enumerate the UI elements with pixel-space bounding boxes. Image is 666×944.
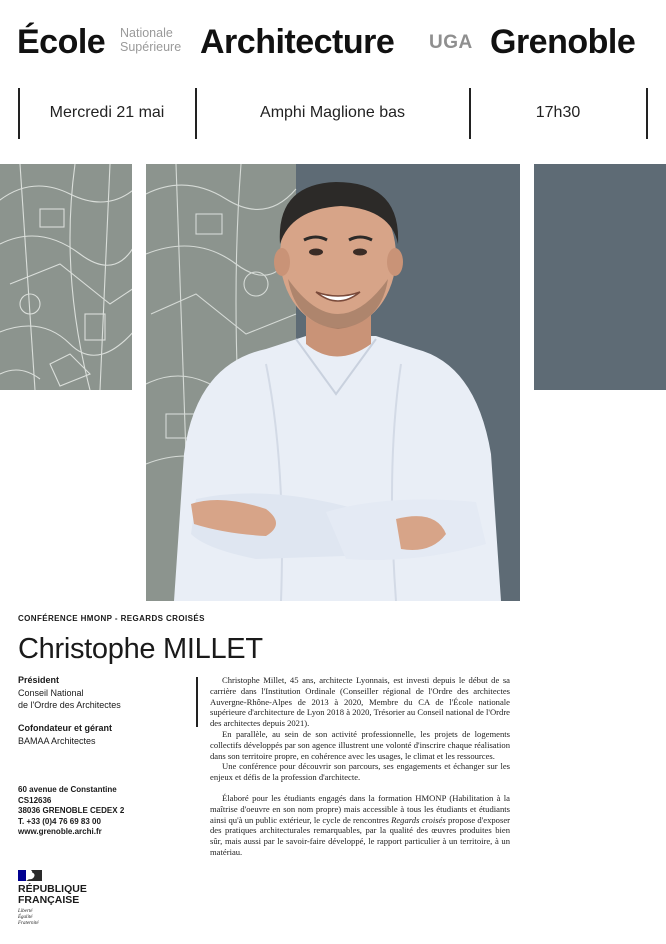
role-block bbox=[18, 675, 188, 747]
francaise-label: FRANÇAISE bbox=[18, 894, 80, 906]
header-superieure: Supérieure bbox=[120, 40, 182, 54]
website-link[interactable]: www.grenoble.archi.fr bbox=[18, 827, 102, 836]
bio-paragraph: Élaboré pour les étudiants engagés dans la formation HMONP (Habilitation à la maîtrise d'oeuvre en son nom propre) mais accessible à tous les étudiants et étudiants ainsi qu'à un public extérieur, le cycle de rencontres Regards croisés propose d'exposer des pratiques architecturales remarquables, par la qualité des œuvres produites bien sûr, mais aussi par le savoir-faire développé, le rapport particulier à un territoire, à un matériau. bbox=[210, 792, 511, 857]
address-city: 38036 GRENOBLE CEDEX 2 bbox=[18, 806, 125, 815]
info-divider bbox=[646, 88, 648, 139]
speaker-portrait bbox=[146, 164, 520, 601]
fresco-panel-left bbox=[0, 164, 132, 390]
fresco-drawing bbox=[0, 164, 132, 390]
marianne-icon bbox=[18, 870, 42, 881]
role-line: BAMAA Architectes bbox=[18, 736, 96, 746]
event-date: Mercredi 21 mai bbox=[49, 104, 165, 121]
devise-egalite: Égalité bbox=[18, 915, 33, 920]
republique-label: RÉPUBLIQUE bbox=[18, 883, 87, 895]
address-block bbox=[18, 785, 188, 838]
speaker-name: Christophe MILLET bbox=[18, 633, 263, 665]
event-place: Amphi Maglione bas bbox=[260, 104, 405, 121]
speaker-bio bbox=[210, 675, 510, 858]
role-line: Conseil National bbox=[18, 688, 84, 698]
devise-liberte: Liberté bbox=[18, 909, 33, 914]
address-cs: CS12636 bbox=[18, 795, 52, 805]
event-time: 17h30 bbox=[535, 104, 581, 121]
portrait-image bbox=[146, 164, 520, 601]
bio-divider bbox=[196, 677, 198, 727]
bio-paragraph: Christophe Millet, 45 ans, architecte Lyonnais, est investi depuis le début de sa carrière dans l'Institution Ordinale (Conseiller régional de l'Ordre des architectes Auvergne-Rhône-Alpes de 2013 à 2020, Membre du CA de l'École nationale supérieure d'architecture de Lyon 2018 à 2020, Trésorier au Conseil national de l'Ordre des architectes depuis 2021). bbox=[210, 675, 510, 729]
address-street: 60 avenue de Constantine bbox=[18, 785, 117, 794]
role-title: Cofondateur et gérant bbox=[18, 723, 113, 733]
address-phone: T. +33 (0)4 76 69 83 00 bbox=[18, 816, 101, 826]
uga-logo: UGA bbox=[429, 32, 473, 53]
school-header bbox=[0, 0, 666, 70]
bio-paragraph: Une conférence pour découvrir son parcours, ses engagements et échanger sur les enjeux et défis de la profession d'architecte. bbox=[210, 761, 510, 783]
header-grenoble: Grenoble bbox=[490, 23, 636, 61]
bio-paragraph: En parallèle, au sein de son activité professionnelle, les projets de logements collectifs développés par son agence illustrent une volonté d'inscrire chaque réalisation dans son territoire propre, en cohérence avec les usages, le climat et les ressources. bbox=[210, 728, 510, 761]
role-line: de l'Ordre des Architectes bbox=[18, 700, 121, 710]
devise-fraternite: Fraternité bbox=[18, 921, 39, 926]
wall-panel-right bbox=[534, 164, 666, 390]
header-ecole: École bbox=[17, 23, 106, 61]
republique-francaise-logo bbox=[18, 870, 98, 927]
event-kicker: CONFÉRENCE HMONP - REGARDS CROISÉS bbox=[18, 614, 205, 623]
role-title: Président bbox=[18, 675, 60, 685]
header-nationale: Nationale bbox=[120, 26, 173, 40]
header-architecture: Architecture bbox=[200, 23, 395, 61]
